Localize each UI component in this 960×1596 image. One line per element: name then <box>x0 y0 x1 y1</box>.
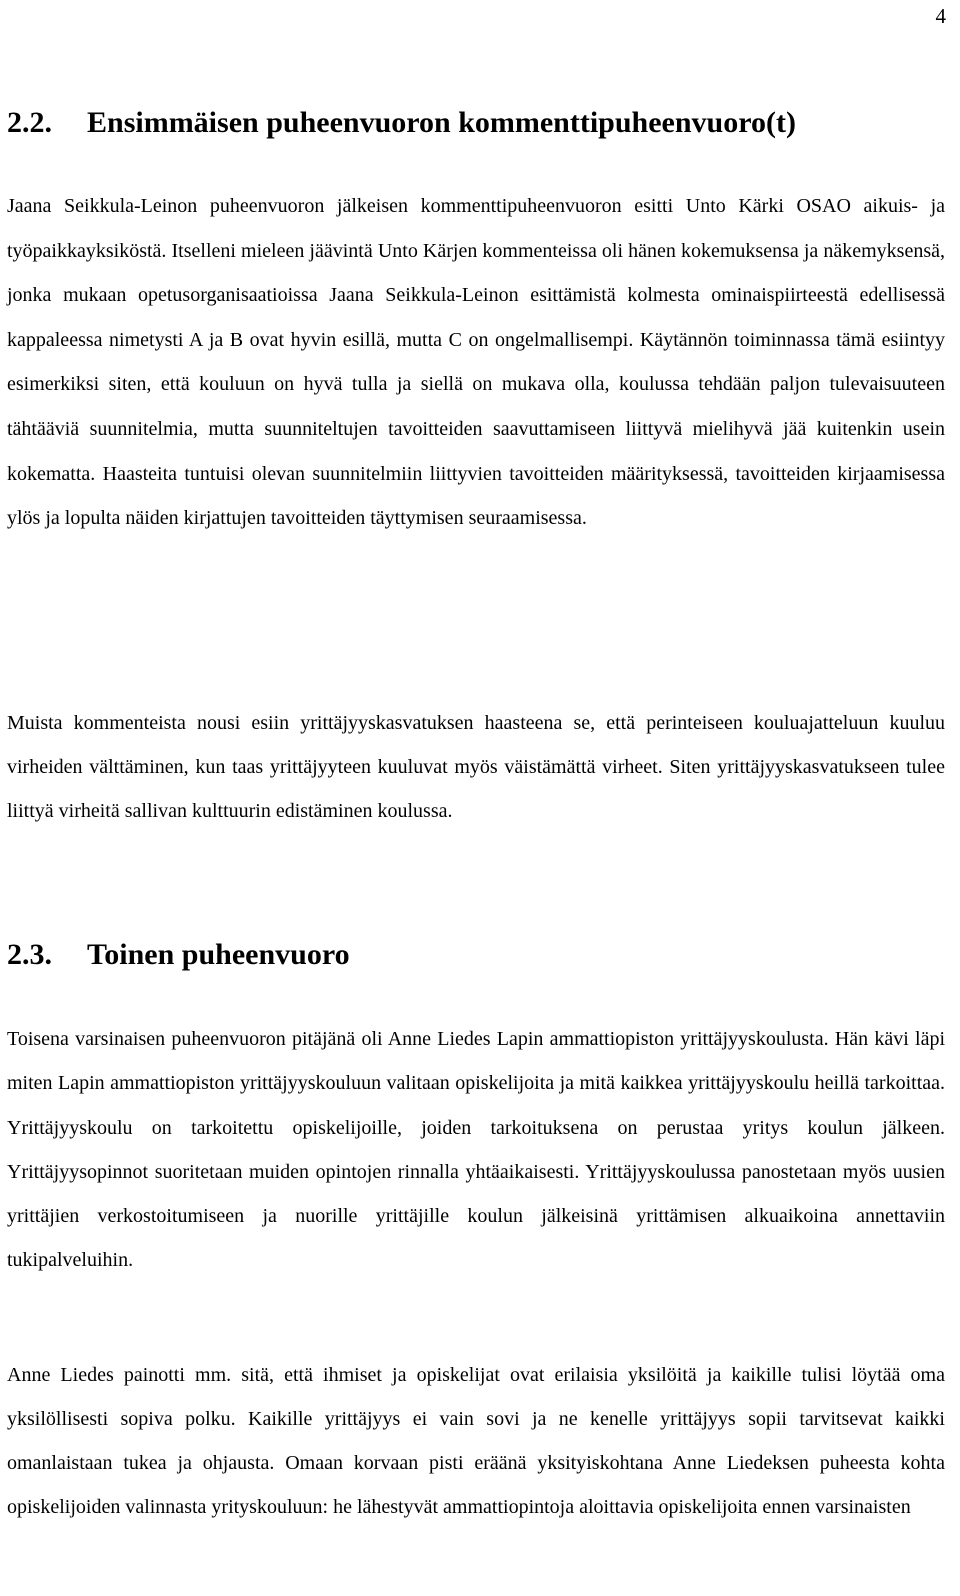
section-number: 2.2. <box>7 106 52 139</box>
page-number: 4 <box>935 4 946 28</box>
section-heading-2-2 <box>7 106 796 140</box>
section-heading-2-3 <box>7 938 350 972</box>
paragraph: Toisena varsinaisen puheenvuoron pitäjänä oli Anne Liedes Lapin ammattiopiston yrittäjyyskoulusta. Hän kävi läpi miten Lapin ammattiopiston yrittäjyyskouluun valitaan opiskelijoita ja mitä kaikkea yrittäjyyskoulu heillä tarkoittaa. Yrittäjyyskoulu on tarkoitettu opiskelijoille, joiden tarkoituksena on perustaa yritys koulun jälkeen. Yrittäjyysopinnot suoritetaan muiden opintojen rinnalla yhtäaikaisesti. Yrittäjyyskoulussa panostetaan myös uusien yrittäjien verkostoitumiseen ja nuorille yrittäjille koulun jälkeisinä yrittämisen alkuaikoina annettaviin tukipalveluihin. <box>7 1028 945 1272</box>
section-title: Toinen puheenvuoro <box>87 938 350 971</box>
section-title: Ensimmäisen puheenvuoron kommenttipuheenvuoro(t) <box>87 106 796 139</box>
paragraph: Anne Liedes painotti mm. sitä, että ihmiset ja opiskelijat ovat erilaisia yksilöitä ja kaikille tulisi löytää oma yksilöllisesti sopiva polku. Kaikille yrittäjyys ei vain sovi ja ne kenelle yrittäjyys sopii tarvitsevat kaikki omanlaistaan tukea ja ohjausta. Omaan korvaan pisti eräänä yksityiskohtana Anne Liedeksen puheesta kohta opiskelijoiden valinnasta yrityskouluun: he lähestyvät ammattiopintoja aloittavia opiskelijoita ennen varsinaisten <box>7 1364 945 1518</box>
section-number: 2.3. <box>7 938 52 971</box>
paragraph: Muista kommenteista nousi esiin yrittäjyyskasvatuksen haasteena se, että perinteiseen kouluajatteluun kuuluu virheiden välttäminen, kun taas yrittäjyyteen kuuluvat myös väistämättä virheet. Siten yrittäjyyskasvatukseen tulee liittyä virheitä sallivan kulttuurin edistäminen koulussa. <box>7 712 945 822</box>
paragraph: Jaana Seikkula-Leinon puheenvuoron jälkeisen kommenttipuheenvuoron esitti Unto Kärki OSAO aikuis- ja työpaikkayksiköstä. Itselleni mieleen jäävintä Unto Kärjen kommenteissa oli hänen kokemuksensa ja näkemyksensä, jonka mukaan opetusorganisaatioissa Jaana Seikkula-Leinon esittämistä kolmesta ominaispiirteestä edellisessä kappaleessa nimetysti A ja B ovat hyvin esillä, mutta C on ongelmallisempi. Käytännön toiminnassa tämä esiintyy esimerkiksi siten, että kouluun on hyvä tulla ja siellä on mukava olla, koulussa tehdään paljon tulevaisuuteen tähtääviä suunnitelmia, mutta suunniteltujen tavoitteiden saavuttamiseen liittyvä mielihyvä jää kuitenkin usein kokematta. Haasteita tuntuisi olevan suunnitelmiin liittyvien tavoitteiden määrityksessä, tavoitteiden kirjaamisessa ylös ja lopulta näiden kirjattujen tavoitteiden täyttymisen seuraamisessa. <box>7 195 945 530</box>
